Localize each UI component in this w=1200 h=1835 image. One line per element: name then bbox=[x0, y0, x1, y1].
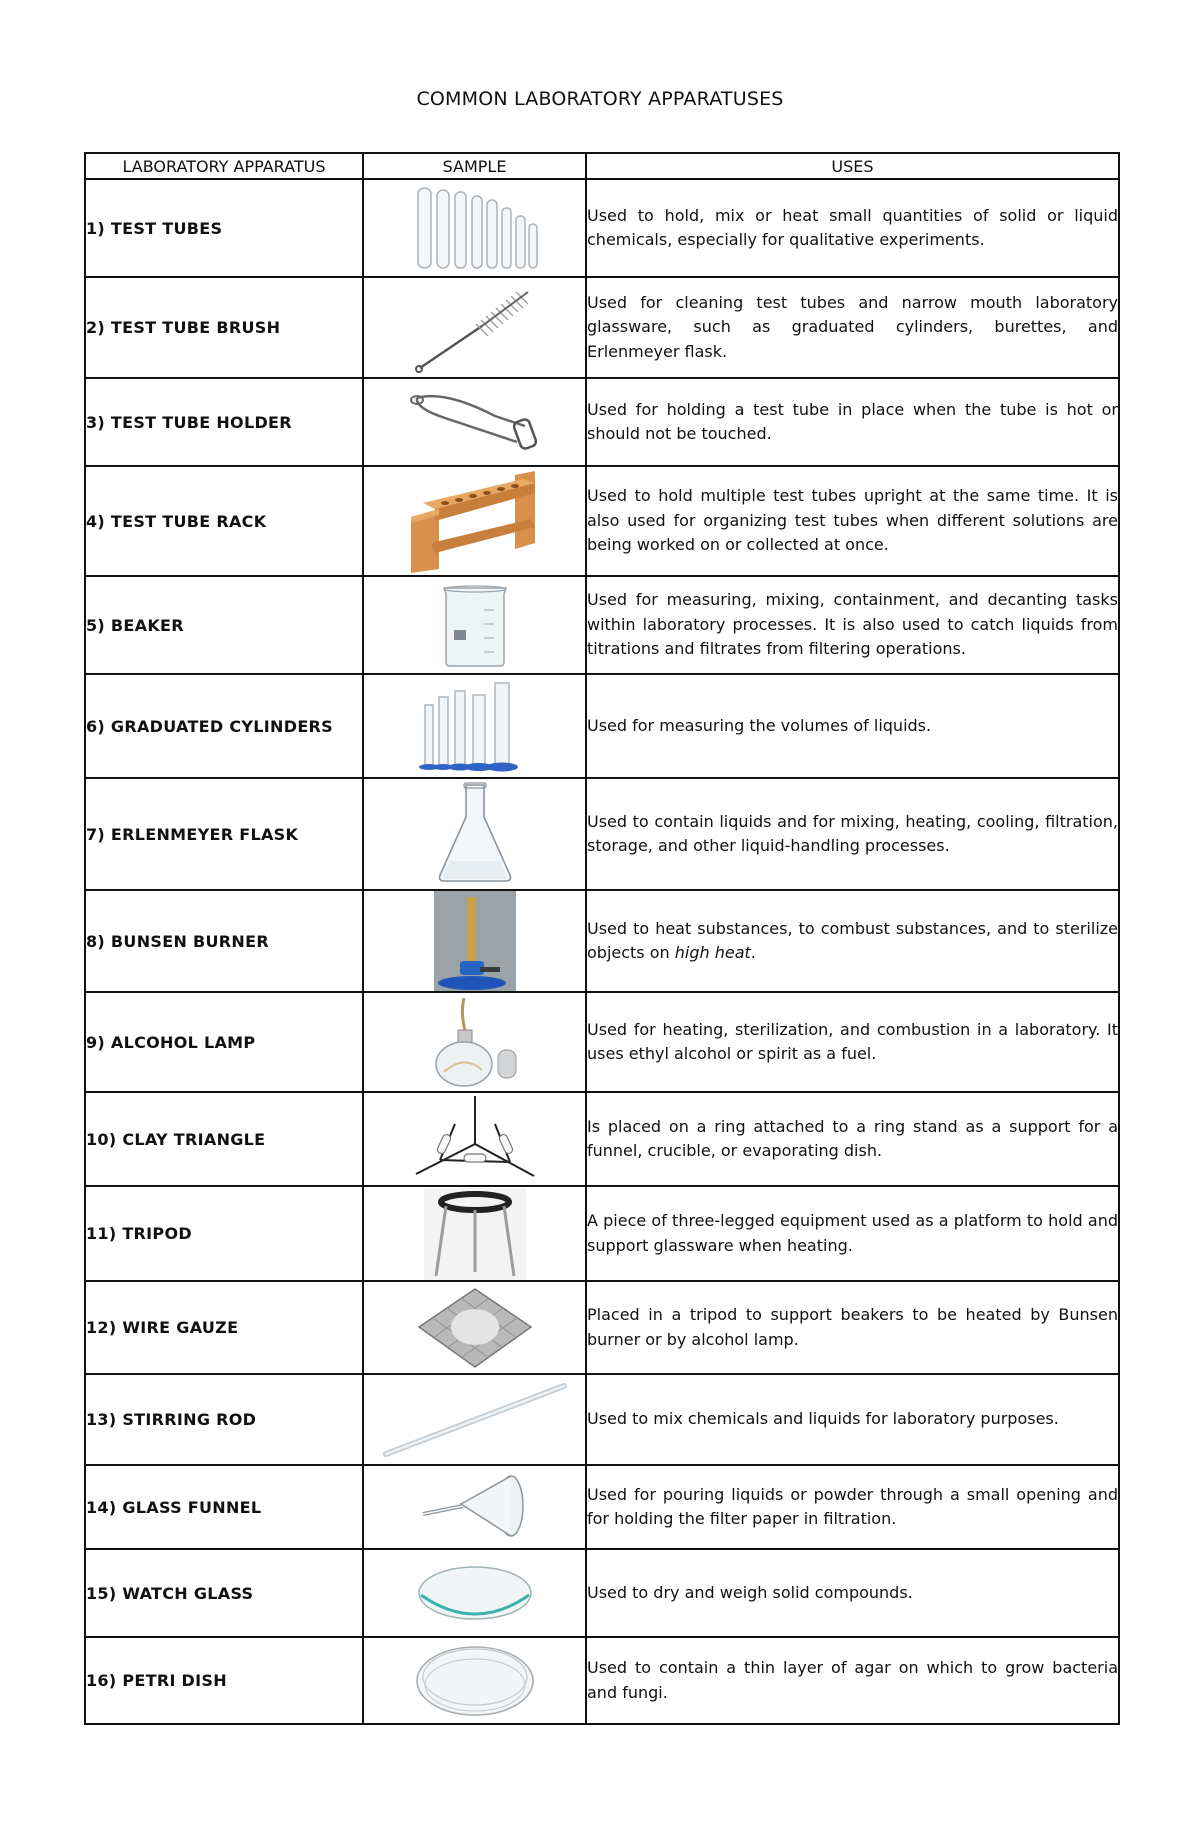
table-row bbox=[85, 1549, 1119, 1637]
uses-text: Used for heating, sterilization, and combustion in a laboratory. It uses ethyl alcohol or spirit as a fuel. bbox=[586, 992, 1119, 1092]
table-row bbox=[85, 1092, 1119, 1186]
apparatus-name: 8) BUNSEN BURNER bbox=[85, 890, 363, 992]
test-tube-brush-photo bbox=[410, 282, 540, 374]
sample-cell bbox=[363, 466, 586, 576]
table-row bbox=[85, 1281, 1119, 1374]
uses-text: Is placed on a ring attached to a ring stand as a support for a funnel, crucible, or evaporating dish. bbox=[586, 1092, 1119, 1186]
table-row bbox=[85, 277, 1119, 378]
apparatus-table bbox=[84, 152, 1120, 1725]
alcohol-lamp-photo bbox=[420, 994, 530, 1090]
uses-text bbox=[586, 890, 1119, 992]
sample-cell bbox=[363, 277, 586, 378]
uses-text: Used for cleaning test tubes and narrow mouth laboratory glassware, such as graduated cylinders, burettes, and Erlenmeyer flask. bbox=[586, 277, 1119, 378]
sample-cell bbox=[363, 378, 586, 466]
graduated-cylinders-photo bbox=[415, 679, 535, 773]
sample-cell bbox=[363, 1281, 586, 1374]
sample-cell bbox=[363, 1186, 586, 1281]
table-row bbox=[85, 1465, 1119, 1549]
table-row bbox=[85, 778, 1119, 890]
apparatus-name: 13) STIRRING ROD bbox=[85, 1374, 363, 1465]
sample-cell bbox=[363, 674, 586, 778]
apparatus-name: 9) ALCOHOL LAMP bbox=[85, 992, 363, 1092]
table-row bbox=[85, 992, 1119, 1092]
tripod-photo bbox=[420, 1188, 530, 1280]
sample-cell bbox=[363, 1374, 586, 1465]
sample-cell bbox=[363, 890, 586, 992]
test-tubes-photo bbox=[410, 184, 540, 272]
sample-cell bbox=[363, 179, 586, 277]
uses-text: Used to mix chemicals and liquids for laboratory purposes. bbox=[586, 1374, 1119, 1465]
uses-text-main: Used to heat substances, to combust substances, and to sterilize objects on bbox=[587, 918, 1118, 962]
uses-text-end: . bbox=[750, 943, 756, 962]
sample-cell bbox=[363, 576, 586, 674]
table-row bbox=[85, 466, 1119, 576]
stirring-rod-photo bbox=[380, 1378, 570, 1462]
wire-gauze-photo bbox=[415, 1285, 535, 1371]
apparatus-name: 12) WIRE GAUZE bbox=[85, 1281, 363, 1374]
apparatus-name: 10) CLAY TRIANGLE bbox=[85, 1092, 363, 1186]
petri-dish-photo bbox=[412, 1641, 538, 1721]
uses-text: Used to contain a thin layer of agar on which to grow bacteria and fungi. bbox=[586, 1637, 1119, 1724]
sample-cell bbox=[363, 1092, 586, 1186]
uses-text: Placed in a tripod to support beakers to be heated by Bunsen burner or by alcohol lamp. bbox=[586, 1281, 1119, 1374]
apparatus-name: 11) TRIPOD bbox=[85, 1186, 363, 1281]
uses-text-emphasis: high heat bbox=[674, 943, 751, 962]
uses-text: A piece of three-legged equipment used as a platform to hold and support glassware when heating. bbox=[586, 1186, 1119, 1281]
page-title: COMMON LABORATORY APPARATUSES bbox=[416, 88, 784, 110]
sample-cell bbox=[363, 1637, 586, 1724]
apparatus-name: 2) TEST TUBE BRUSH bbox=[85, 277, 363, 378]
column-header-sample: SAMPLE bbox=[363, 153, 586, 179]
apparatus-name: 7) ERLENMEYER FLASK bbox=[85, 778, 363, 890]
table-row bbox=[85, 674, 1119, 778]
apparatus-name: 14) GLASS FUNNEL bbox=[85, 1465, 363, 1549]
apparatus-name: 3) TEST TUBE HOLDER bbox=[85, 378, 363, 466]
sample-cell bbox=[363, 1465, 586, 1549]
beaker-photo bbox=[430, 580, 520, 670]
apparatus-name: 4) TEST TUBE RACK bbox=[85, 466, 363, 576]
column-header-uses: USES bbox=[586, 153, 1119, 179]
apparatus-name: 1) TEST TUBES bbox=[85, 179, 363, 277]
uses-text: Used for holding a test tube in place when the tube is hot or should not be touched. bbox=[586, 378, 1119, 466]
uses-text: Used for measuring the volumes of liquids. bbox=[586, 674, 1119, 778]
uses-text: Used for pouring liquids or powder through a small opening and for holding the filter paper in filtration. bbox=[586, 1465, 1119, 1549]
column-header-apparatus: LABORATORY APPARATUS bbox=[85, 153, 363, 179]
uses-text: Used to hold, mix or heat small quantities of solid or liquid chemicals, especially for qualitative experiments. bbox=[586, 179, 1119, 277]
sample-cell bbox=[363, 992, 586, 1092]
table-row bbox=[85, 1374, 1119, 1465]
clay-triangle-photo bbox=[410, 1094, 540, 1184]
table-row bbox=[85, 576, 1119, 674]
uses-text: Used to hold multiple test tubes upright at the same time. It is also used for organizing test tubes when different solutions are being worked on or collected at once. bbox=[586, 466, 1119, 576]
sample-cell bbox=[363, 778, 586, 890]
glass-funnel-photo bbox=[415, 1468, 535, 1546]
test-tube-holder-photo bbox=[405, 386, 545, 458]
apparatus-name: 6) GRADUATED CYLINDERS bbox=[85, 674, 363, 778]
table-row bbox=[85, 1186, 1119, 1281]
watch-glass-photo bbox=[415, 1561, 535, 1625]
test-tube-rack-photo bbox=[405, 469, 545, 573]
bunsen-burner-photo bbox=[420, 891, 530, 991]
table-row bbox=[85, 378, 1119, 466]
table-row bbox=[85, 179, 1119, 277]
uses-text: Used to dry and weigh solid compounds. bbox=[586, 1549, 1119, 1637]
erlenmeyer-flask-photo bbox=[430, 781, 520, 887]
apparatus-name: 15) WATCH GLASS bbox=[85, 1549, 363, 1637]
sample-cell bbox=[363, 1549, 586, 1637]
table-row bbox=[85, 1637, 1119, 1724]
uses-text: Used to contain liquids and for mixing, heating, cooling, filtration, storage, and other liquid-handling processes. bbox=[586, 778, 1119, 890]
table-row bbox=[85, 890, 1119, 992]
table-header-row bbox=[85, 153, 1119, 179]
apparatus-name: 16) PETRI DISH bbox=[85, 1637, 363, 1724]
apparatus-name: 5) BEAKER bbox=[85, 576, 363, 674]
uses-text: Used for measuring, mixing, containment, and decanting tasks within laboratory processes. It is also used to catch liquids from titrations and filtrates from filtering operations. bbox=[586, 576, 1119, 674]
